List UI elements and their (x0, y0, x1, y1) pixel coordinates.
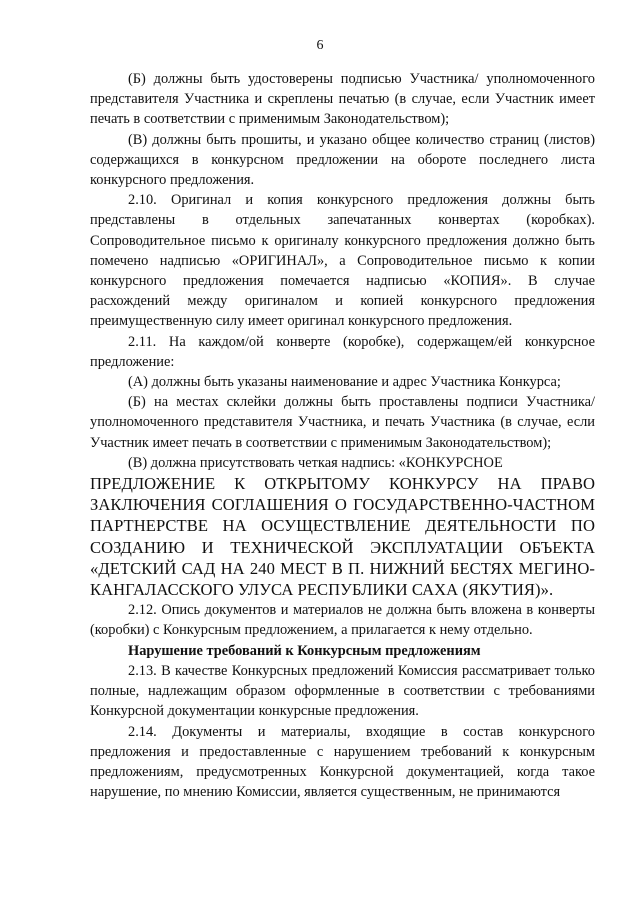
page-number: 6 (316, 38, 324, 53)
section-heading: Нарушение требований к Конкурсным предложениям (128, 642, 481, 659)
paragraph-b-signatures: (Б) на местах склейки должны быть проставлены подписи Участника/уполномоченного представителя Участника, и печать Участника (в случае, если Участник имеет печать в соответствии с применимым Законодательством); (90, 394, 595, 451)
paragraph-2-14: 2.14. Документы и материалы, входящие в состав конкурсного предложения и предоставленные с нарушением требований к конкурсным предложениям, предусмотренных Конкурсной документацией, когда такое нарушение, по мнению Комиссии, является существенным, не принимаются (90, 723, 595, 801)
paragraph-a-address: (А) должны быть указаны наименование и адрес Участника Конкурса; (128, 374, 561, 391)
paragraph-2-11: 2.11. На каждом/ой конверте (коробке), содержащем/ей конкурсное предложение: (90, 333, 595, 370)
paragraph-2-10: 2.10. Оригинал и копия конкурсного предложения должны быть представлены в отдельных запечатанных конвертах (коробках). Сопроводительное письмо к оригиналу конкурсного предложения должно быть помечено надписью «ОРИГИНАЛ», а Сопроводительное письмо к копии конкурсного предложения помечается надписью «КОПИЯ». В случае расхождений между оригиналом и копией конкурсного предложения преимущественную силу имеет оригинал конкурсного предложения. (90, 192, 595, 330)
paragraph-v-inscription-caps: ПРЕДЛОЖЕНИЕ К ОТКРЫТОМУ КОНКУРСУ НА ПРАВО ЗАКЛЮЧЕНИЯ СОГЛАШЕНИЯ О ГОСУДАРСТВЕННО-ЧАСТНОМ ПАРТНЕРСТВЕ НА ОСУЩЕСТВЛЕНИЕ ДЕЯТЕЛЬНОСТИ ПО СОЗДАНИЮ И ТЕХНИЧЕСКОЙ ЭКСПЛУАТАЦИИ ОБЪЕКТА «ДЕТСКИЙ САД НА 240 МЕСТ В П. НИЖНИЙ БЕСТЯХ МЕГИНО-КАНГАЛАССКОГО УЛУСА РЕСПУБЛИКИ САХА (ЯКУТИЯ)». (90, 474, 595, 600)
paragraph-v-binding: (В) должны быть прошиты, и указано общее количество страниц (листов) содержащихся в конкурсном предложении на обороте последнего листа конкурсного предложения. (90, 131, 595, 189)
paragraph-2-12: 2.12. Опись документов и материалов не должна быть вложена в конверты (коробки) с Конкурсным предложением, а прилагается к нему отдельно. (90, 602, 595, 639)
paragraph-b-seal: (Б) должны быть удостоверены подписью Участника/ уполномоченного представителя Участника и скреплены печатью (в случае, если Участник имеет печать в соответствии с применимым Законодательством); (90, 71, 595, 128)
paragraph-v-inscription-intro: (В) должна присутствовать четкая надпись: «КОНКУРСНОЕ (128, 454, 503, 471)
document-body (90, 69, 595, 802)
paragraph-2-13: 2.13. В качестве Конкурсных предложений Комиссия рассматривает только полные, надлежащим образом оформленные в соответствии с требованиями Конкурсной документации конкурсные предложения. (90, 662, 595, 720)
